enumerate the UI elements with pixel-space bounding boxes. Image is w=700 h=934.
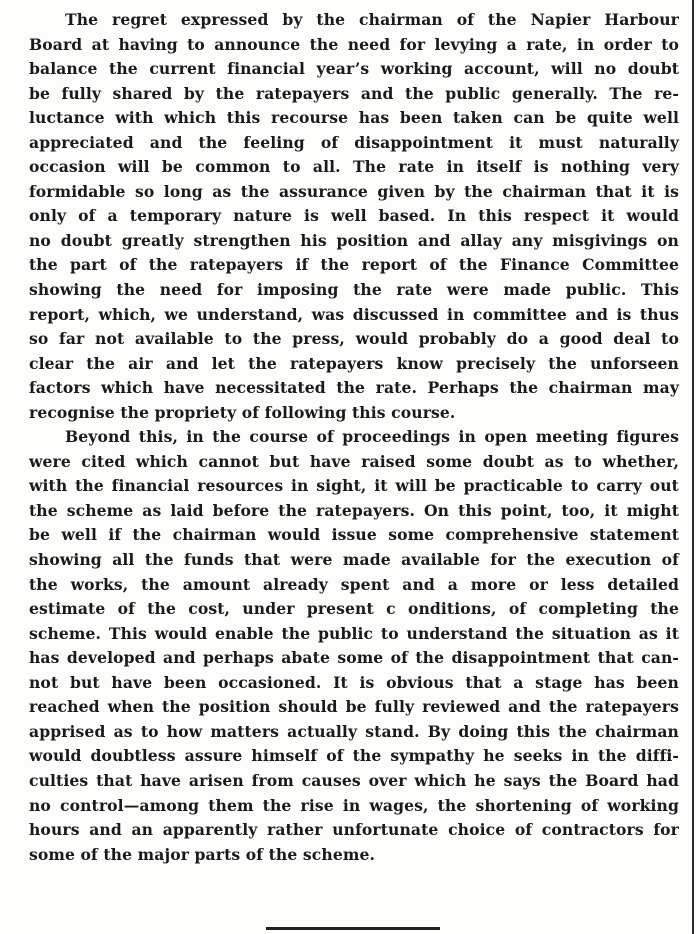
text-line: factors which have necessitated the rate. Perhaps the chairman may <box>29 378 679 398</box>
text-line: reached when the position should be fully reviewed and the ratepayers <box>29 697 679 717</box>
paragraph-2 <box>29 425 679 867</box>
editorial-article <box>29 8 679 867</box>
text-line: would doubtless assure himself of the sympathy he seeks in the diffi- <box>29 746 679 766</box>
text-line: the works, the amount already spent and a more or less detailed <box>29 574 679 594</box>
text-line: the part of the ratepayers if the report of the Finance Committee <box>29 255 679 275</box>
text-line: clear the air and let the ratepayers know precisely the unforseen <box>29 353 679 373</box>
article-end-rule <box>266 927 440 930</box>
text-line: be fully shared by the ratepayers and the public generally. The re- <box>29 83 679 103</box>
text-line: be well if the chairman would issue some comprehensive statement <box>29 525 679 545</box>
paragraph-1 <box>29 8 679 425</box>
text-line: balance the current financial year’s working account, will no doubt <box>29 59 679 79</box>
text-line: estimate of the cost, under present c onditions, of completing the <box>29 599 679 619</box>
column-rule <box>692 0 694 934</box>
text-line: occasion will be common to all. The rate in itself is nothing very <box>29 157 679 177</box>
text-line: so far not available to the press, would probably do a good deal to <box>29 329 679 349</box>
text-line: formidable so long as the assurance given by the chairman that it is <box>29 181 679 201</box>
text-line: were cited which cannot but have raised some doubt as to whether, <box>29 451 679 471</box>
text-line: scheme. This would enable the public to understand the situation as it <box>29 623 679 643</box>
text-line: apprised as to how matters actually stand. By doing this the chairman <box>29 721 679 741</box>
text-line: some of the major parts of the scheme. <box>29 844 375 864</box>
text-line: luctance with which this recourse has been taken can be quite well <box>29 108 679 128</box>
text-line: appreciated and the feeling of disappointment it must naturally <box>29 132 679 152</box>
text-line: the scheme as laid before the ratepayers. On this point, too, it might <box>29 500 679 520</box>
text-line: showing the need for imposing the rate were made public. This <box>29 280 679 300</box>
text-line: The regret expressed by the chairman of the Napier Harbour <box>65 10 679 29</box>
text-line: Beyond this, in the course of proceedings in open meeting figures <box>65 427 679 447</box>
text-line: no control—among them the rise in wages, the shortening of working <box>29 795 679 815</box>
text-line: no doubt greatly strengthen his position and allay any misgivings on <box>29 230 679 250</box>
text-line: showing all the funds that were made available for the execution of <box>29 550 679 570</box>
text-line: Board at having to announce the need for levying a rate, in order to <box>29 34 679 54</box>
text-line: culties that have arisen from causes over which he says the Board had <box>29 770 679 790</box>
text-line: only of a temporary nature is well based. In this respect it would <box>29 206 679 226</box>
text-line: hours and an apparently rather unfortunate choice of contractors for <box>29 820 679 840</box>
text-line: report, which, we understand, was discussed in committee and is thus <box>29 304 679 324</box>
text-line: has developed and perhaps abate some of the disappointment that can- <box>29 648 679 668</box>
text-line: recognise the propriety of following this course. <box>29 402 456 422</box>
text-line: with the financial resources in sight, it will be practicable to carry out <box>29 476 679 496</box>
text-line: not but have been occasioned. It is obvious that a stage has been <box>29 672 679 692</box>
